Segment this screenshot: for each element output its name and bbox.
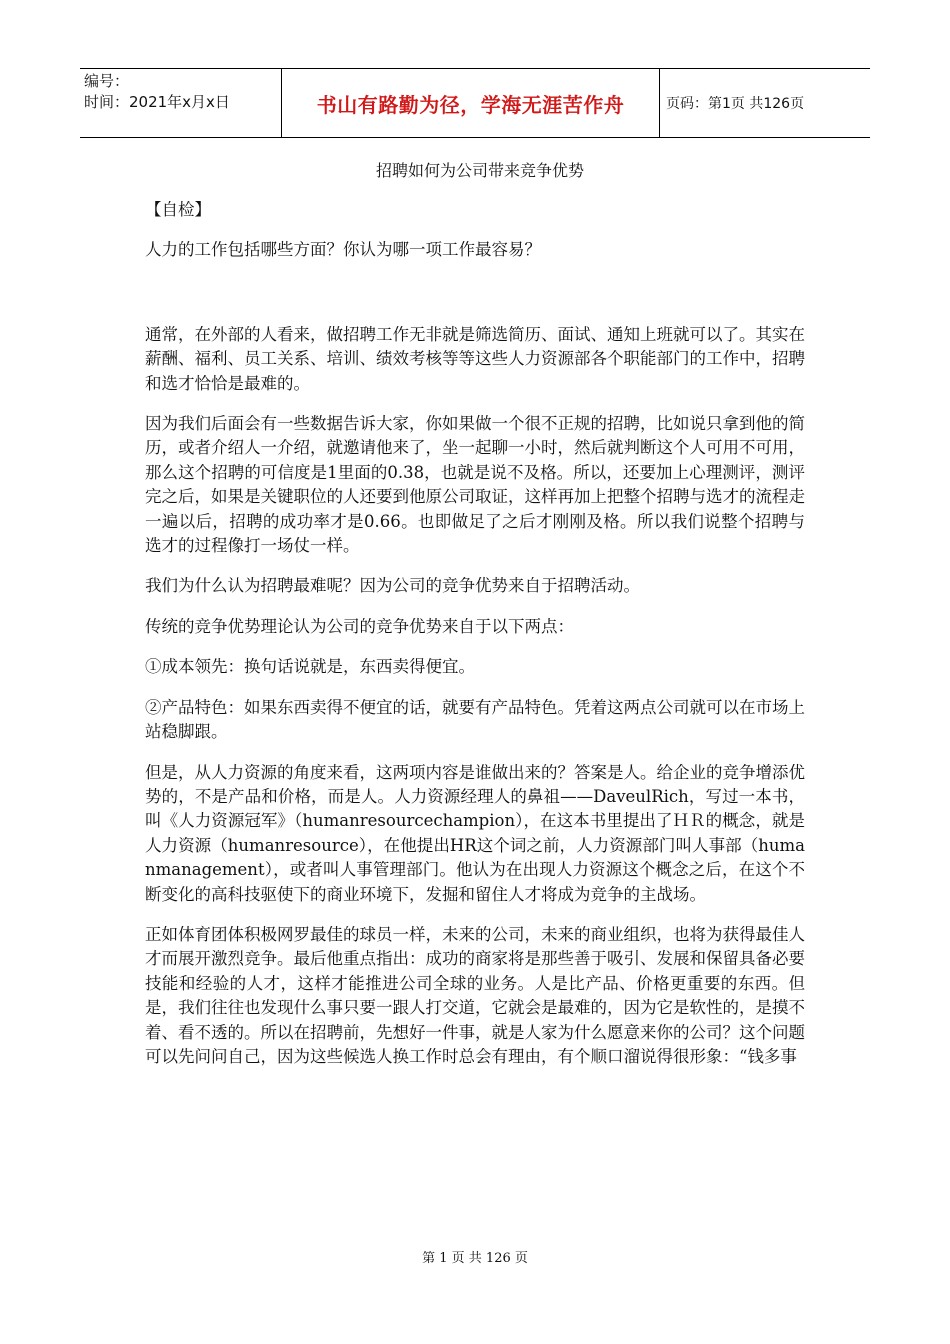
list-item: ②产品特色：如果东西卖得不便宜的话，就要有产品特色。凭着这两点公司就可以在市场上站稳脚跟。 xyxy=(145,697,805,742)
document-body xyxy=(145,154,805,1085)
list-item: ①成本领先：换句话说就是，东西卖得便宜。 xyxy=(145,657,475,677)
time-label: 时间：2021年x月x日 xyxy=(84,93,230,111)
section-label: 【自检】 xyxy=(145,200,211,219)
body-paragraph: 正如体育团体积极网罗最佳的球员一样，未来的公司，未来的商业组织，也将为获得最佳人才而展开激烈竞争。最后他重点指出：成功的商家将是那些善于吸引、发展和保留具备必要技能和经验的人才，这样才能推进公司全球的业务。人是比产品、价格更重要的东西。但是，我们往往也发现什么事只要一跟人打交道，它就会是最难的，因为它是软性的，是摸不着、看不透的。所以在招聘前，先想好一件事，就是人家为什么愿意来你的公司？这个问题可以先问问自己，因为这些候选人换工作时总会有理由，有个顺口溜说得很形象：“钱多事 xyxy=(145,924,805,1066)
number-label: 编号： xyxy=(84,72,130,90)
body-paragraph: 因为我们后面会有一些数据告诉大家，你如果做一个很不正规的招聘，比如说只拿到他的简历，或者介绍人一介绍，就邀请他来了，坐一起聊一小时，然后就判断这个人可用不可用，那么这个招聘的可信度是1里面的0.38，也就是说不及格。所以，还要加上心理测评，测评完之后，如果是关键职位的人还要到他原公司取证，这样再加上把整个招聘与选才的流程走一遍以后，招聘的成功率才是0.66。也即做足了之后才刚刚及格。所以我们说整个招聘与选才的过程像打一场仗一样。 xyxy=(145,414,805,556)
body-paragraph: 我们为什么认为招聘最难呢？因为公司的竞争优势来自于招聘活动。 xyxy=(145,576,640,596)
body-paragraph: 但是，从人力资源的角度来看，这两项内容是谁做出来的？答案是人。给企业的竞争增添优势的，不是产品和价格，而是人。人力资源经理人的鼻祖——DaveulRich，写过一本书，叫《人力资源冠军》（humanresourcechampion），在这本书里提出了ＨＲ的概念，就是人力资源（humanresource），在他提出HR这个词之前，人力资源部门叫人事部（humanmanagement），或者叫人事管理部门。他认为在出现人力资源这个概念之后，在这个不断变化的高科技驱使下的商业环境下，发掘和留住人才将成为竞争的主战场。 xyxy=(145,762,805,904)
header-meta-cell xyxy=(80,69,282,137)
document-title: 招聘如何为公司带来竞争优势 xyxy=(375,161,584,180)
body-paragraph: 传统的竞争优势理论认为公司的竞争优势来自于以下两点： xyxy=(145,616,574,636)
page-footer: 第 1 页 共 126 页 xyxy=(422,1251,528,1266)
page-info: 页码：第1页 共126页 xyxy=(666,96,805,112)
header-motto-cell xyxy=(282,69,660,137)
document-header xyxy=(80,68,870,138)
motto-text: 书山有路勤为径，学海无涯苦作舟 xyxy=(316,92,625,117)
header-page-cell xyxy=(660,69,870,137)
question-paragraph: 人力的工作包括哪些方面？你认为哪一项工作最容易？ xyxy=(145,240,541,260)
body-paragraph: 通常，在外部的人看来，做招聘工作无非就是筛选简历、面试、通知上班就可以了。其实在薪酬、福利、员工关系、培训、绩效考核等等这些人力资源部各个职能部门的工作中，招聘和选才恰恰是最难的。 xyxy=(145,324,805,393)
